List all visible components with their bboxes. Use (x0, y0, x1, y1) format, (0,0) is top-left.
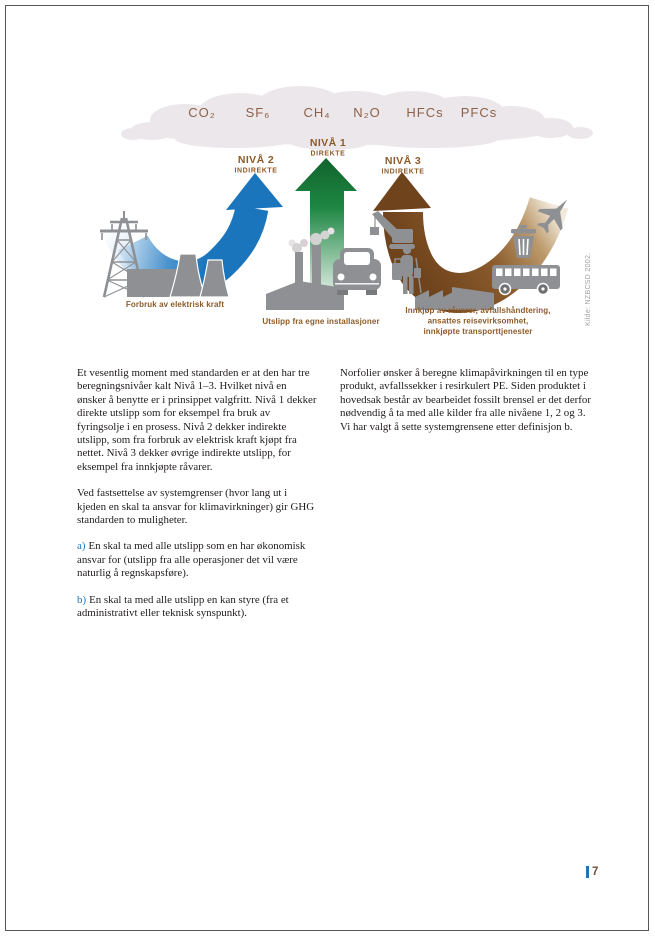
option-b-marker: b) (77, 593, 87, 606)
level3-label: NIVÅ 3 (384, 155, 422, 167)
gas-sf6: SF₆ (245, 105, 271, 120)
page-number-value: 7 (592, 866, 599, 878)
level2-type: INDIREKTE (234, 167, 278, 175)
level1-label: NIVÅ 1 (309, 137, 347, 149)
option-a-marker: a) (77, 540, 86, 553)
caption-scope3-line1: Innkjøp av råvarer, avfallshåndtering, (405, 306, 551, 315)
text-column-left (77, 367, 318, 634)
source-credit: Kilde: NZBCSD 2002. (585, 252, 592, 326)
paragraph-levels: Et vesentlig moment med standarden er at den har tre beregningsnivåer kalt Nivå 1–3. Hvilket nivå en ønsker å benytte er i prinsippet valgfritt. Nivå 1 dekker direkte utslipp som for eksempel fra bruk av fyringsolje i en prosess. Nivå 2 dekker indirekte utslipp, som fra forbruk av elektrisk kraft kjøpt fra nettet. Nivå 3 dekker øvrige indirekte utslipp, for eksempel fra innkjøpte råvarer. (77, 367, 317, 473)
option-a-text: En skal ta med alle utslipp som en har økonomisk ansvar for (utslipp fra alle operasjoner det vil være naturlig å regnskapsføre). (77, 540, 306, 580)
caption-own-installations: Utslipp fra egne installasjoner (262, 317, 380, 326)
option-b (77, 594, 318, 621)
caption-electricity: Forbruk av elektrisk kraft (125, 300, 225, 309)
text-column-right (340, 367, 593, 447)
option-b-text: En skal ta med alle utslipp en kan styre (fra et administrativt eller teknisk synspunkt). (77, 593, 289, 620)
level3-type: INDIREKTE (381, 168, 425, 176)
gas-ch4: CH₄ (303, 105, 331, 120)
option-a (77, 540, 318, 580)
gas-co2: CO₂ (188, 105, 216, 120)
gas-n2o: N₂O (353, 105, 381, 120)
gas-pfcs: PFCs (460, 105, 498, 120)
car-icon (333, 248, 381, 295)
page-number (586, 866, 598, 878)
paragraph-system-boundaries: Ved fastsettelse av systemgrenser (hvor lang ut i kjeden en skal ta ansvar for klimavirkninger) gir GHG standarden to muligheter. (77, 487, 315, 527)
level1-type: DIREKTE (310, 150, 346, 158)
page-number-bar (586, 866, 589, 878)
caption-scope3-line3: innkjøpte transporttjenester (423, 327, 533, 336)
gas-hfcs: HFCs (406, 105, 444, 120)
ghg-scopes-diagram (0, 0, 655, 360)
caption-scope3-line2: ansattes reisevirksomhet, (427, 316, 529, 326)
level2-label: NIVÅ 2 (237, 154, 275, 166)
paragraph-norfolier: Norfolier ønsker å beregne klimapåvirkningen til en type produkt, avfallssekker i resirkulert PE. Siden produktet i hovedsak består av bearbeidet fossilt brensel er det derfor nødvendig å ta med alle kilder fra alle nivåene 1, 2 og 3. Vi har valgt å sette systemgrensene etter definisjon b. (340, 367, 591, 433)
bus-icon (492, 265, 560, 295)
